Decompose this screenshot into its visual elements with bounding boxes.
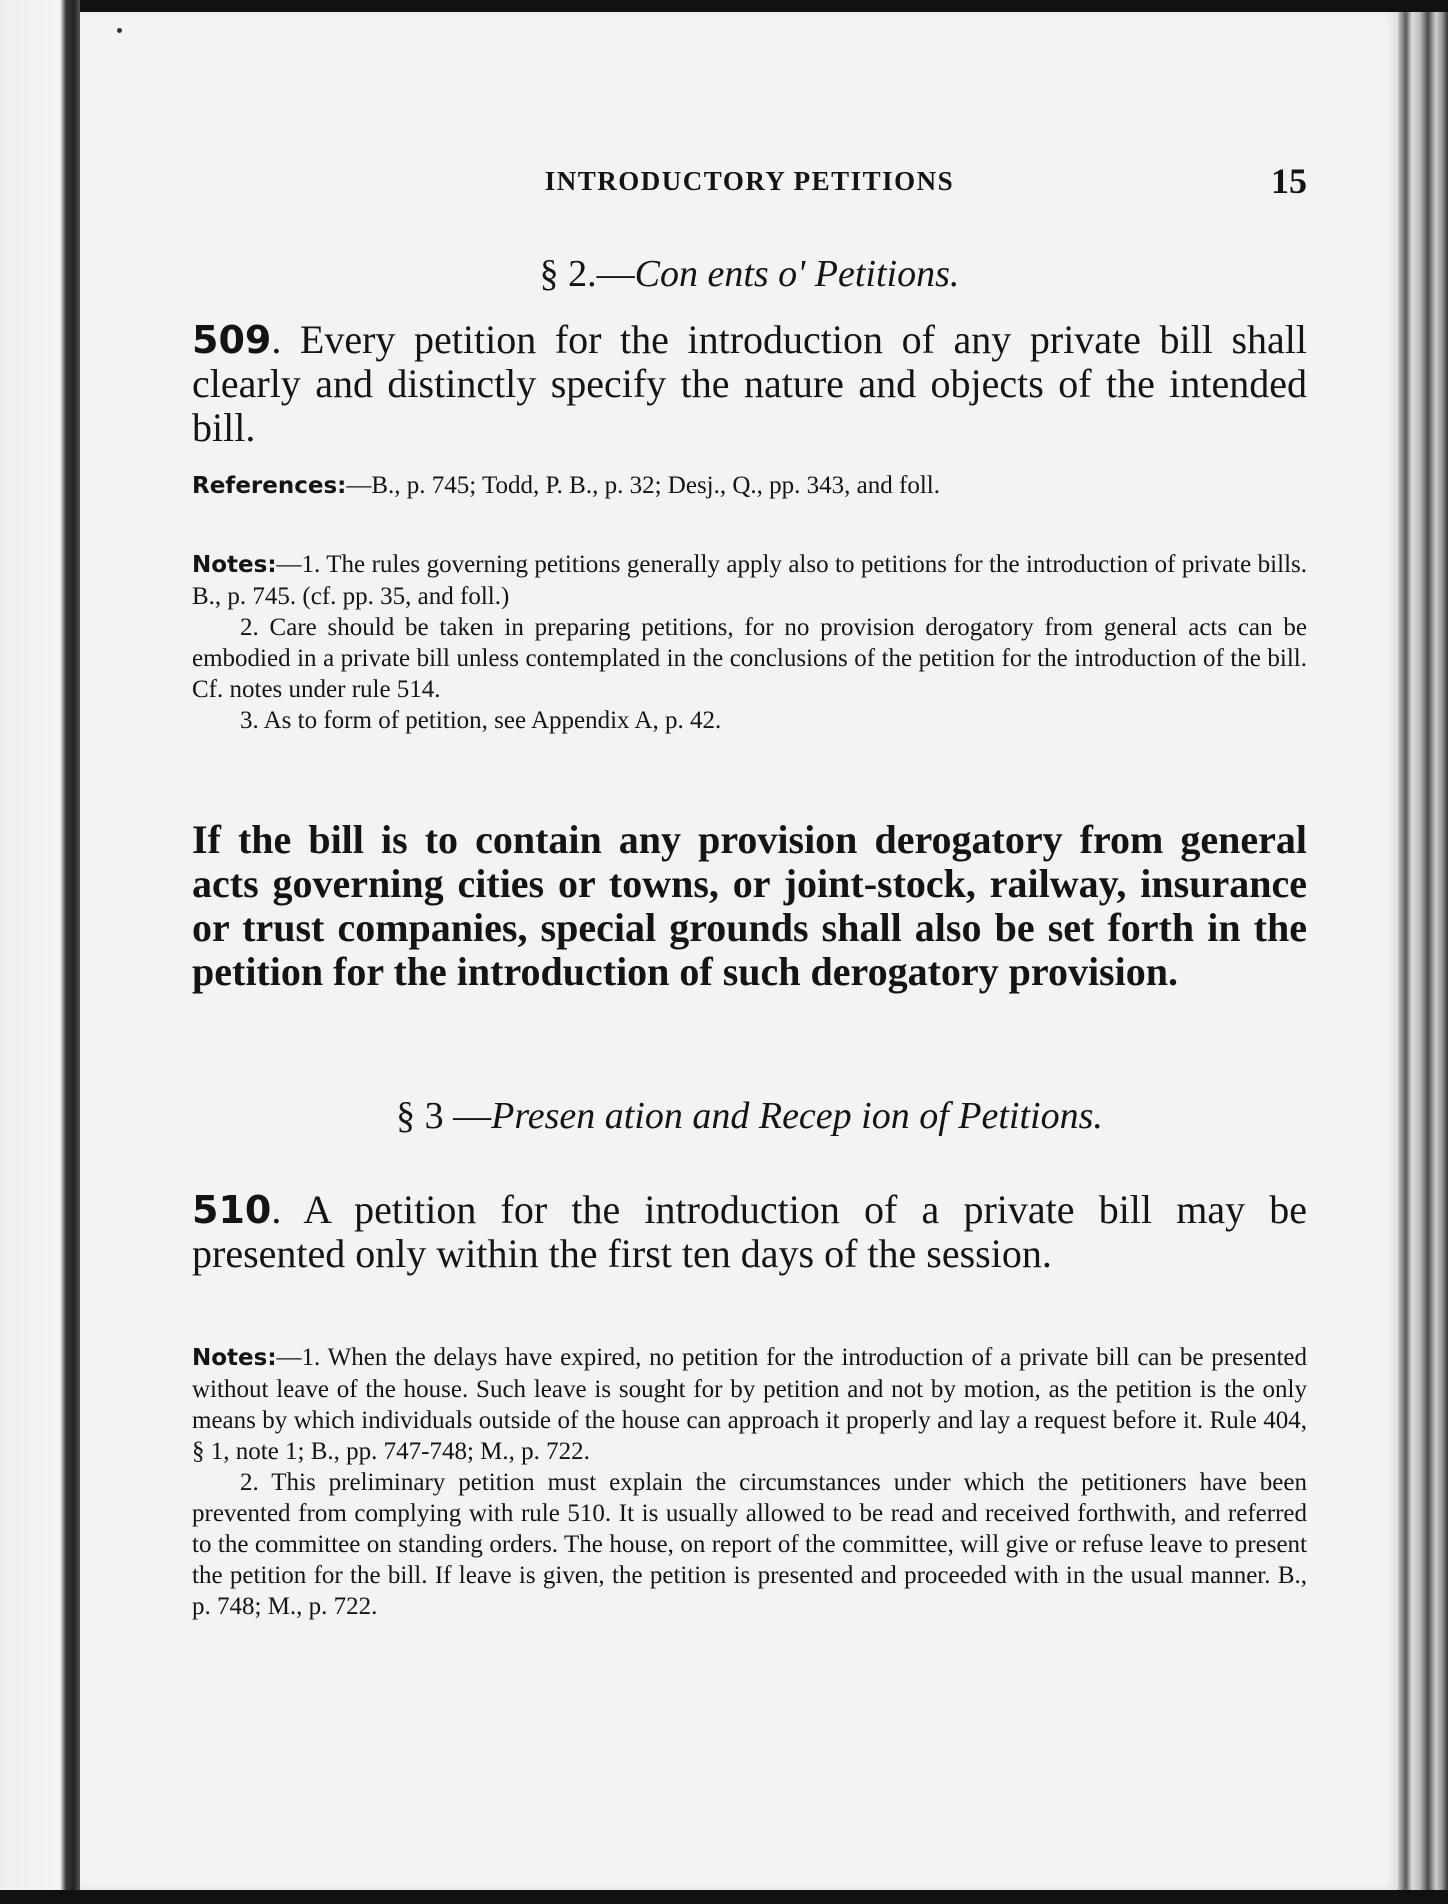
rule-text: . Every petition for the introduction of any private bill shall clearly and distinctly specify the nature and objects of the intended bill. bbox=[192, 317, 1307, 450]
note-1: —1. When the delays have expired, no petition for the introduction of a private bill can be presented without leave of the house. Such leave is sought for by petition and not by motion, as the petition is the only means by which individuals outside of the house can approach it properly and lay a request before it. Rule 404, § 1, note 1; B., pp. 747-748; M., p. 722. bbox=[192, 1344, 1307, 1465]
rule-number: 509 bbox=[192, 318, 272, 362]
page-number: 15 bbox=[1271, 161, 1307, 201]
rule-509-bold-paragraph: If the bill is to contain any provision derogatory from general acts governing cities or towns, or joint-stock, railway, insurance or trust companies, special grounds shall also be set forth in the petition for the introduction of such derogatory provision. bbox=[192, 817, 1307, 994]
scan-border-bottom bbox=[0, 1890, 1448, 1904]
section-title: Presen ation and Recep ion of Petitions. bbox=[491, 1095, 1103, 1137]
book-edge-right bbox=[1398, 12, 1448, 1890]
scan-border-top bbox=[0, 0, 1448, 12]
note-2: 2. Care should be taken in preparing petitions, for no provision derogatory from general acts can be embodied in a private bill unless contemplated in the conclusions of the petition for the introduction of the bill. Cf. notes under rule 514. bbox=[192, 614, 1307, 703]
notes-509 bbox=[192, 549, 1307, 736]
scan-speck bbox=[117, 28, 122, 33]
section-heading-3 bbox=[192, 1094, 1307, 1138]
references-text: —B., p. 745; Todd, P. B., p. 32; Desj., Q., pp. 343, and foll. bbox=[346, 472, 940, 499]
notes-label: Notes: bbox=[192, 1345, 277, 1371]
note-2: 2. This preliminary petition must explain the circumstances under which the petitioners have been prevented from complying with rule 510. It is usually allowed to be read and received forthwith, and referred to the committee on standing orders. The house, on report of the committee, will give or refuse leave to present the petition for the bill. If leave is given, the petition is presented and proceeded with in the usual manner. B., p. 748; M., p. 722. bbox=[192, 1469, 1307, 1620]
note-3: 3. As to form of petition, see Appendix A, p. 42. bbox=[240, 707, 722, 734]
rule-text: . A petition for the introduction of a private bill may be presented only within the first ten days of the session. bbox=[192, 1187, 1307, 1276]
references-label: References: bbox=[192, 473, 347, 499]
book-page bbox=[80, 12, 1398, 1890]
section-heading-2 bbox=[192, 252, 1307, 296]
running-title: INTRODUCTORY PETITIONS bbox=[544, 166, 955, 196]
left-page-edge bbox=[0, 0, 80, 1904]
note-1: —1. The rules governing petitions generally apply also to petitions for the introduction of private bills. B., p. 745. (cf. pp. 35, and foll.) bbox=[192, 551, 1307, 610]
running-head bbox=[192, 162, 1307, 202]
section-number: § 2.— bbox=[539, 253, 635, 295]
section-title: Con ents o' Petitions. bbox=[634, 253, 960, 295]
rule-510 bbox=[192, 1188, 1307, 1276]
rule-509 bbox=[192, 318, 1307, 450]
references-509 bbox=[192, 470, 1307, 502]
notes-label: Notes: bbox=[192, 552, 277, 578]
rule-number: 510 bbox=[192, 1188, 272, 1232]
section-number: § 3 — bbox=[396, 1095, 492, 1137]
notes-510 bbox=[192, 1342, 1307, 1622]
